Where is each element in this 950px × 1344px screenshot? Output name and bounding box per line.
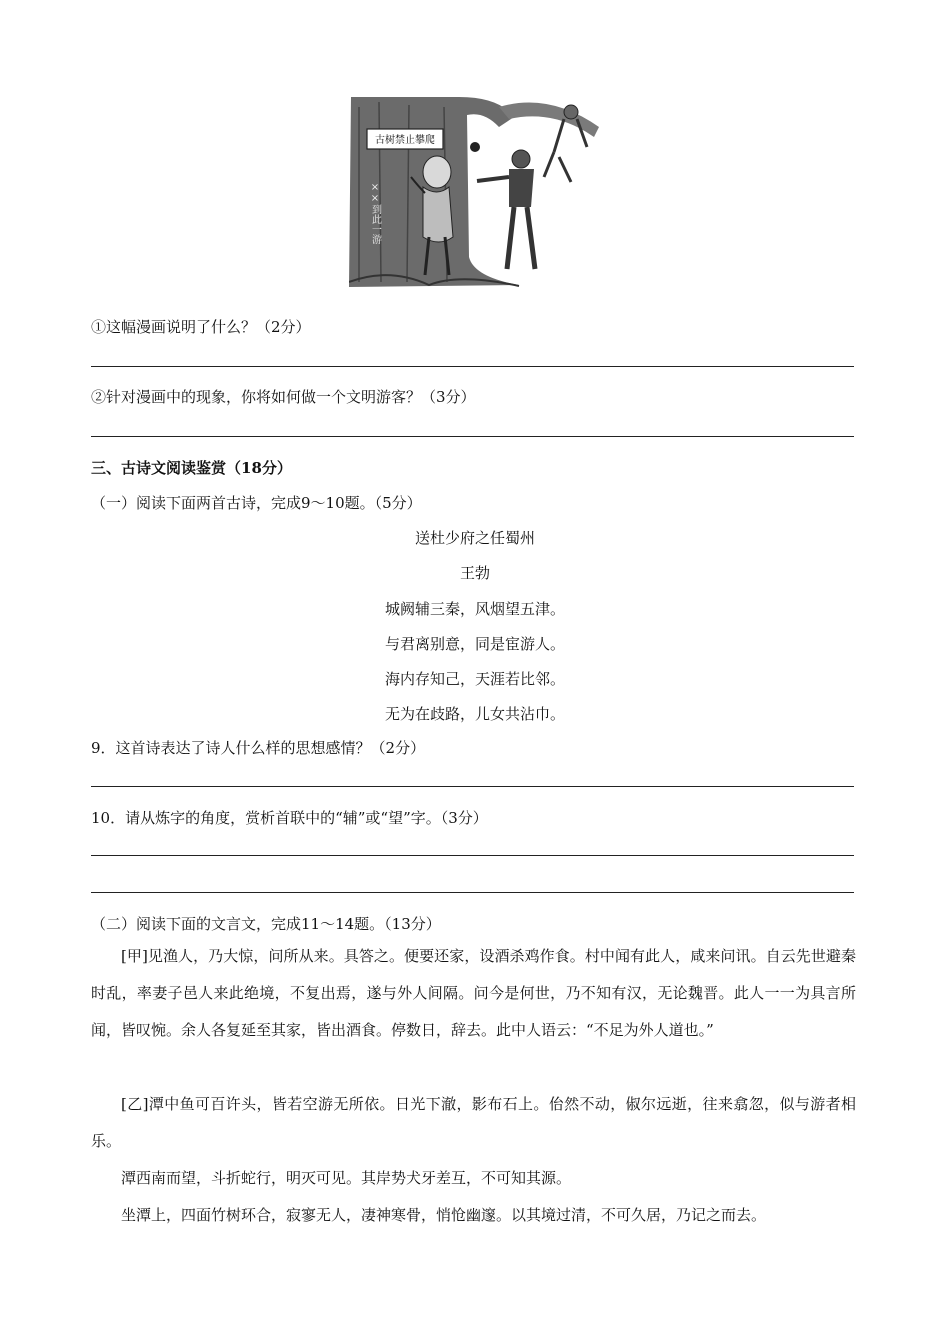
- tree-sign-text: 古树禁止攀爬: [375, 135, 435, 146]
- answer-line: [91, 436, 854, 437]
- passage-yi-paragraph: [乙]潭中鱼可百许头，皆若空游无所依。日光下澈，影布石上。佁然不动，俶尔远逝，往来翕忽，似与游者相乐。: [91, 1095, 856, 1150]
- answer-line: [91, 892, 854, 893]
- answer-line: [91, 855, 854, 856]
- cartoon-illustration: [349, 97, 601, 287]
- part-intro-poem: （一）阅读下面两首古诗，完成9～10题。（5分）: [91, 494, 422, 512]
- section-title: 三、古诗文阅读鉴赏（18分）: [91, 459, 292, 477]
- answer-line: [91, 786, 854, 787]
- trunk-graffiti-text: ××到此一游: [369, 182, 381, 244]
- poem-line: 与君离别意，同是宦游人。: [384, 635, 565, 653]
- passage-yi-paragraph: 坐潭上，四面竹树环合，寂寥无人，凄神寒骨，悄怆幽邃。以其境过清，不可久居，乃记之而去。: [121, 1206, 767, 1224]
- passage-jia: [甲]见渔人，乃大惊，问所从来。具答之。便要还家，设酒杀鸡作食。村中闻有此人，咸来问讯。自云先世避秦时乱，率妻子邑人来此绝境，不复出焉，遂与外人间隔。问今是何世，乃不知有汉，无论魏晋。此人一一为具言所闻，皆叹惋。余人各复延至其家，皆出酒食。停数日，辞去。此中人语云：“不足为外人道也。”: [91, 947, 856, 1039]
- poem-line: 无为在歧路，儿女共沾巾。: [384, 705, 565, 723]
- passage-yi-paragraph: 潭西南而望，斗折蛇行，明灭可见。其岸势犬牙差互，不可知其源。: [121, 1169, 572, 1187]
- poem-title: 送杜少府之任蜀州: [414, 529, 535, 547]
- part-intro-prose: （二）阅读下面的文言文，完成11～14题。（13分）: [91, 915, 441, 933]
- poem-line: 海内存知己，天涯若比邻。: [384, 670, 565, 688]
- poem-line: 城阙辅三秦，风烟望五津。: [384, 600, 565, 618]
- question-9: 9．这首诗表达了诗人什么样的思想感情？（2分）: [91, 739, 426, 757]
- question-10: 10．请从炼字的角度，赏析首联中的“辅”或“望”字。（3分）: [91, 809, 488, 827]
- poem-author: 王勃: [459, 564, 490, 582]
- question-cartoon-1: ①这幅漫画说明了什么？（2分）: [91, 318, 311, 336]
- question-cartoon-2: ②针对漫画中的现象，你将如何做一个文明游客？（3分）: [91, 388, 476, 406]
- answer-line: [91, 366, 854, 367]
